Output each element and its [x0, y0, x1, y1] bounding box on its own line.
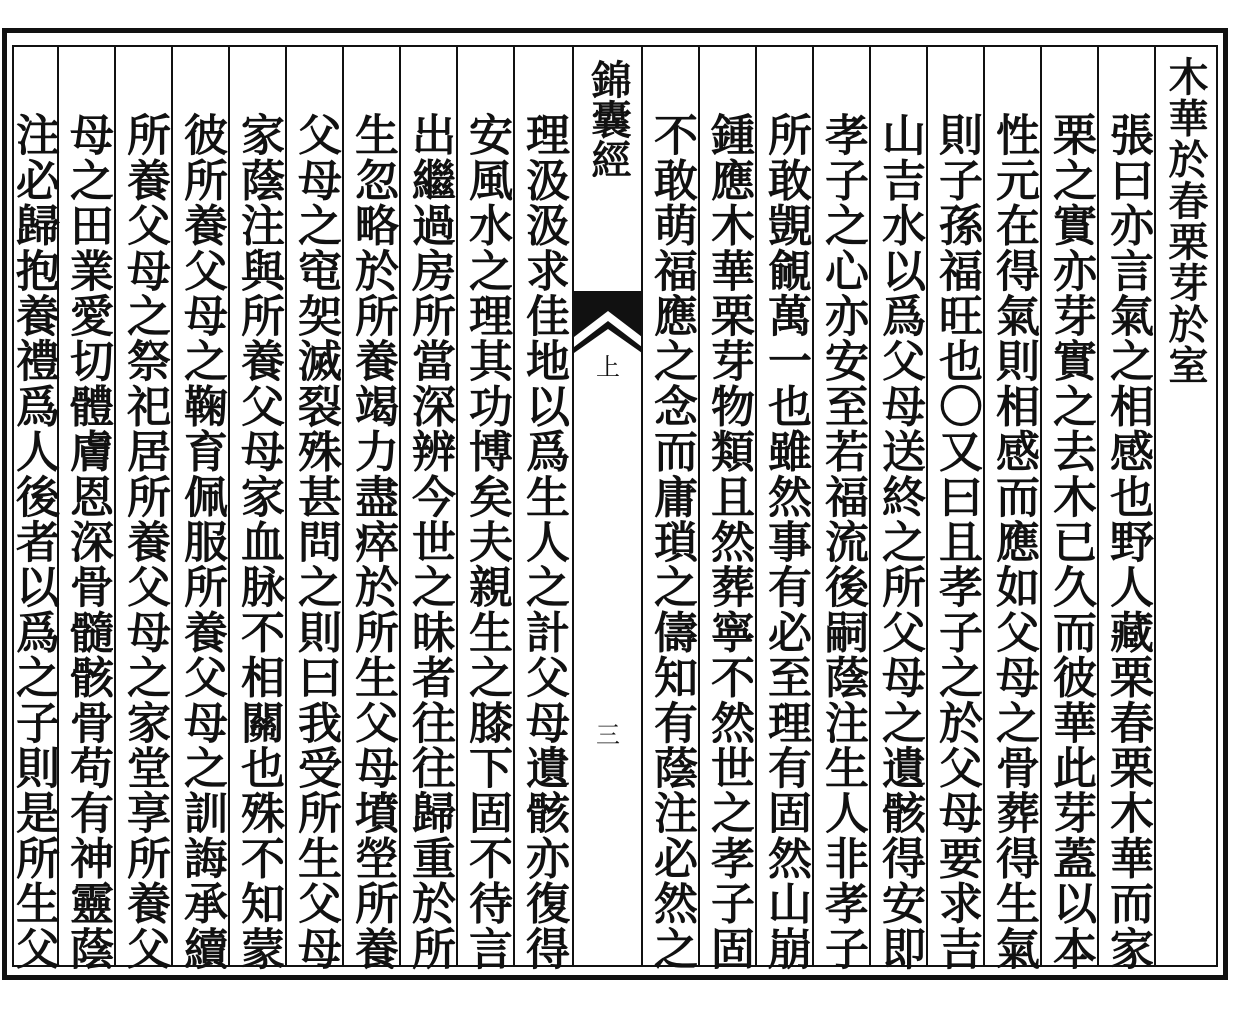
- column-divider: [869, 47, 871, 965]
- column-divider: [572, 47, 574, 965]
- text-column-right-8: [758, 50, 812, 971]
- text-column-left-5: [288, 50, 342, 971]
- column-divider: [812, 47, 814, 965]
- text-column-line: 安風水之理其功博矣夫親生之膝下固不待言: [461, 112, 512, 971]
- column-divider: [171, 47, 173, 965]
- text-column-right-9: [701, 50, 755, 971]
- text-column-left-7: [174, 50, 228, 971]
- text-column-line: 山吉水以爲父母送終之所父母之遺骸得安即: [874, 112, 925, 971]
- column-divider: [399, 47, 401, 965]
- text-column-line: 栗之實亦芽實之去木已久而彼華此芽蓋以本: [1045, 112, 1096, 971]
- text-column-left-2: [459, 50, 513, 971]
- text-column-line: 注必歸抱養禮爲人後者以爲之子則是所生父: [8, 112, 59, 971]
- column-divider: [456, 47, 458, 965]
- text-column-line: 生忽略於所養竭力盡瘁於所生父母墳塋所養: [347, 112, 398, 971]
- text-column-right-4: [986, 50, 1040, 971]
- text-column-line: 張曰亦言氣之相感也野人藏栗春栗木華而家: [1102, 112, 1153, 971]
- text-column-line: 木華於春栗芽於室: [1162, 56, 1209, 386]
- center-column: [574, 47, 642, 965]
- column-divider: [342, 47, 344, 965]
- text-column-line: 所敢覬覦萬一也雖然事有必至理有固然山崩: [760, 112, 811, 971]
- text-column-left-1: [516, 50, 570, 971]
- column-divider: [228, 47, 230, 965]
- column-divider: [1097, 47, 1099, 965]
- text-column-line: 所養父母之祭祀居所養父母之家堂享所養父: [119, 112, 170, 971]
- book-title: 錦囊經: [585, 59, 632, 179]
- text-column-line: 理汲汲求佳地以爲生人之計父母遺骸亦復得: [518, 112, 569, 971]
- column-divider: [1040, 47, 1042, 965]
- column-divider: [1154, 47, 1156, 965]
- column-divider: [114, 47, 116, 965]
- text-column-line: 則子孫福旺也〇又曰且孝子之於父母要求吉: [931, 112, 982, 971]
- volume-marker: 上: [596, 353, 620, 381]
- text-column-line: 彼所養父母之鞠育佩服所養父母之訓誨承續: [176, 112, 227, 971]
- column-divider: [926, 47, 928, 965]
- text-column-line: 孝子之心亦安至若福流後嗣蔭注生人非孝子: [817, 112, 868, 971]
- text-column-left-6: [231, 50, 285, 971]
- text-column-line: 家蔭注與所養父母家血脉不相關也殊不知蒙: [233, 112, 284, 971]
- page-number: 三: [596, 721, 620, 749]
- text-column-left-8: [117, 50, 171, 971]
- text-column-line: 父母之窀㚙滅裂殊甚問之則曰我受所生父母: [290, 112, 341, 971]
- column-divider: [755, 47, 757, 965]
- column-divider: [983, 47, 985, 965]
- text-column-right-2: [1100, 50, 1154, 971]
- text-column-right-3: [1043, 50, 1097, 971]
- column-divider: [698, 47, 700, 965]
- column-divider: [285, 47, 287, 965]
- text-column-right-10: [644, 50, 698, 971]
- text-column-right-1: [1158, 50, 1212, 965]
- column-divider: [513, 47, 515, 965]
- text-column-line: 性元在得氣則相感而應如父母之骨葬得生氣: [988, 112, 1039, 971]
- text-column-left-9: [60, 50, 114, 971]
- text-column-line: 不敢萌福應之念而庸瑣之儔知有蔭注必然之: [646, 112, 697, 971]
- text-column-line: 母之田業愛切體膚恩深骨髓骸骨苟有神靈蔭: [62, 112, 113, 971]
- text-column-left-3: [402, 50, 456, 971]
- text-column-line: 出繼過房所當深辨今世之昧者往往歸重於所: [404, 112, 455, 971]
- text-column-right-5: [929, 50, 983, 971]
- text-column-line: 鍾應木華栗芽物類且然葬寧不然世之孝子固: [703, 112, 754, 971]
- text-column-left-4: [345, 50, 399, 971]
- text-column-left-10: [6, 50, 60, 971]
- text-column-right-7: [815, 50, 869, 971]
- text-column-right-6: [872, 50, 926, 971]
